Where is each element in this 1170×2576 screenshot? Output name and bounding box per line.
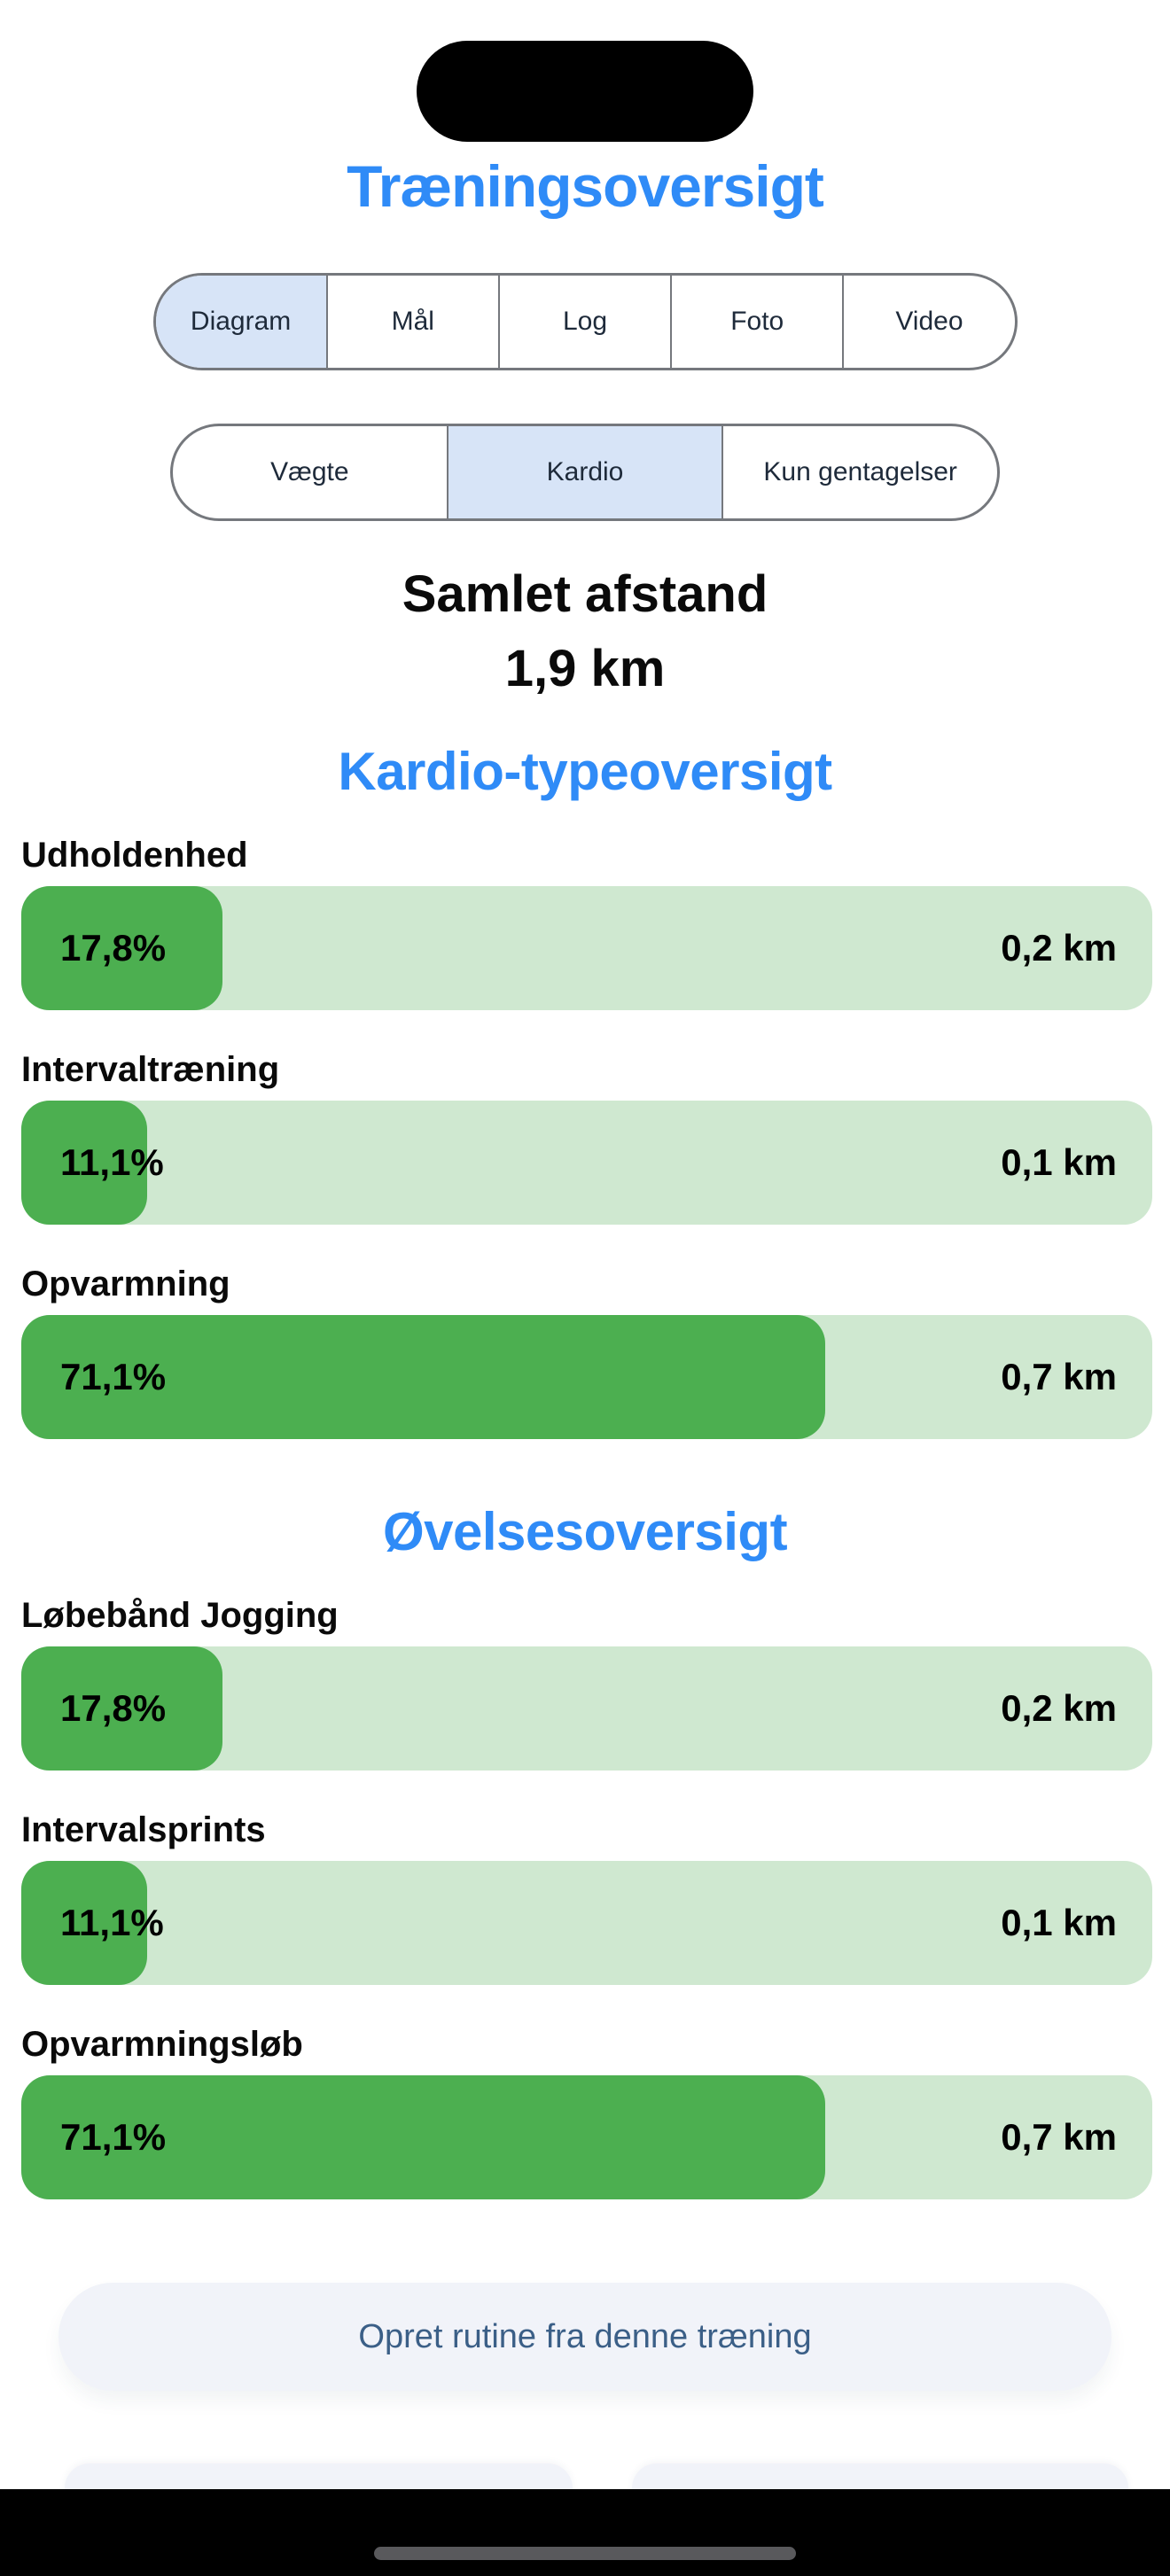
bar-percent-label: 17,8% xyxy=(60,927,167,969)
bar-distance-label: 0,2 km xyxy=(1001,1687,1117,1729)
create-routine-button[interactable]: Opret rutine fra denne træning xyxy=(58,2283,1112,2391)
tab-foto[interactable]: Foto xyxy=(670,276,842,368)
bar-track xyxy=(21,1646,1152,1771)
system-bottom-bar xyxy=(0,2489,1170,2576)
bar-percent-label: 11,1% xyxy=(60,1902,164,1943)
bar-track xyxy=(21,1101,1152,1225)
bar-percent-label: 17,8% xyxy=(60,1687,167,1729)
redacted-header-pill xyxy=(417,41,753,142)
bar-label: Intervalsprints xyxy=(21,1810,266,1849)
bar-label: Intervaltræning xyxy=(21,1050,280,1089)
section-title-oevelser: Øvelsesoversigt xyxy=(382,1502,788,1561)
section-title-kardio-type: Kardio-typeoversigt xyxy=(338,742,832,801)
bar-track xyxy=(21,1315,1152,1439)
bar-distance-label: 0,7 km xyxy=(1001,1356,1117,1397)
view-tabs xyxy=(153,273,1018,370)
tab-diagram[interactable]: Diagram xyxy=(156,276,326,368)
bar-distance-label: 0,1 km xyxy=(1001,1902,1117,1943)
bar-label: Udholdenhed xyxy=(21,836,248,875)
total-distance-value: 1,9 km xyxy=(504,640,666,697)
bar-distance-label: 0,1 km xyxy=(1001,1141,1117,1183)
bar-percent-label: 71,1% xyxy=(60,1356,167,1397)
bar-row xyxy=(21,2024,1152,2199)
tab-log[interactable]: Log xyxy=(498,276,670,368)
bar-row xyxy=(21,835,1152,1010)
bar-track xyxy=(21,1861,1152,1985)
bar-distance-label: 0,2 km xyxy=(1001,927,1117,969)
bar-track xyxy=(21,2075,1152,2199)
metric-filter-tabs xyxy=(170,424,1000,521)
workout-overview-screen xyxy=(0,41,1170,2576)
bar-percent-label: 11,1% xyxy=(60,1141,164,1183)
tab-maal[interactable]: Mål xyxy=(326,276,498,368)
home-indicator[interactable] xyxy=(374,2547,796,2560)
bar-row xyxy=(21,1264,1152,1439)
bar-distance-label: 0,7 km xyxy=(1001,2116,1117,2158)
bar-row xyxy=(21,1595,1152,1771)
kardio-type-rows xyxy=(0,835,1170,1439)
bar-label: Opvarmningsløb xyxy=(21,2025,303,2064)
total-distance-label: Samlet afstand xyxy=(402,565,768,623)
exercise-rows xyxy=(0,1595,1170,2199)
tab-video[interactable]: Video xyxy=(842,276,1014,368)
bar-row xyxy=(21,1049,1152,1225)
filter-vaegte[interactable]: Vægte xyxy=(270,457,349,486)
page-title: Træningsoversigt xyxy=(347,153,823,219)
filter-kardio[interactable]: Kardio xyxy=(447,426,722,518)
bar-row xyxy=(21,1809,1152,1985)
bar-percent-label: 71,1% xyxy=(60,2116,167,2158)
filter-kun-gentagelser[interactable]: Kun gentagelser xyxy=(722,426,997,518)
bar-track xyxy=(21,886,1152,1010)
bar-label: Opvarmning xyxy=(21,1265,230,1304)
bar-label: Løbebånd Jogging xyxy=(21,1596,339,1635)
